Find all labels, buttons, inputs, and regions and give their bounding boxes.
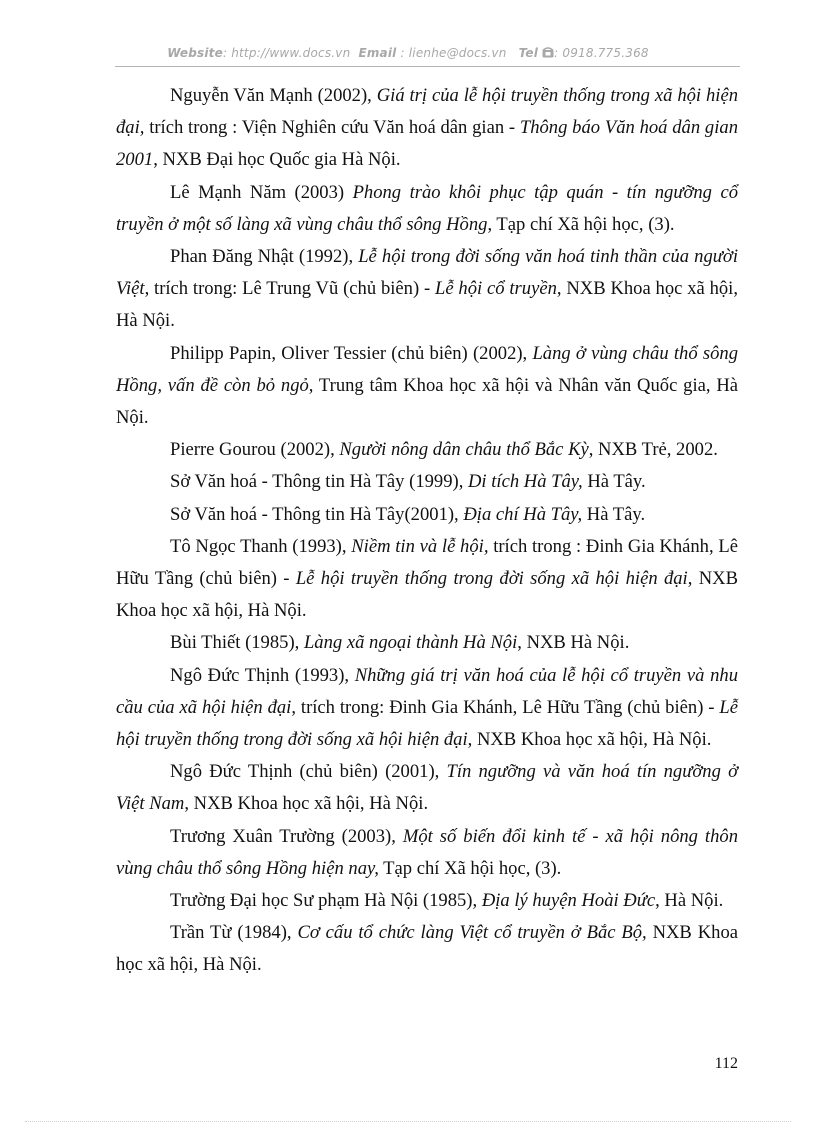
reference-text: trích trong : Đinh Gia Khánh, Lê Hữu Tầng (chủ biên) -: [116, 535, 738, 590]
page-header: [0, 46, 816, 61]
reference-entry: [116, 241, 738, 338]
reference-text: Trương Xuân Trường (2003),: [170, 825, 403, 847]
reference-text: , Hà Nội.: [655, 890, 724, 912]
reference-text: Tạp chí Xã hội học, (3).: [378, 857, 562, 879]
reference-title: Người nông dân châu thổ Bắc Kỳ: [339, 439, 589, 461]
reference-title: Địa lý huyện Hoài Đức: [481, 890, 656, 912]
reference-text: Trường Đại học Sư phạm Hà Nội (1985),: [170, 890, 482, 912]
tel-value: : 0918.775.368: [554, 46, 649, 60]
reference-text: Sở Văn hoá - Thông tin Hà Tây(2001),: [170, 503, 464, 525]
reference-title: Những giá trị văn hoá của lễ hội cổ truyền và nhu cầu của xã hội hiện đại: [116, 664, 738, 718]
reference-text: , NXB Khoa học xã hội, Hà Nội.: [116, 278, 738, 332]
reference-title: Một số biến đổi kinh tế - xã hội nông thôn vùng châu thổ sông Hồng hiện nay,: [116, 825, 738, 879]
email-label: Email: [358, 46, 397, 60]
reference-entry: [116, 338, 738, 435]
reference-text: , Tạp chí Xã hội học, (3).: [487, 213, 675, 235]
tel-label: Tel: [518, 46, 539, 60]
website-value[interactable]: : http://www.docs.vn: [222, 46, 351, 60]
reference-title: Thông báo Văn hoá dân gian 2001: [116, 117, 738, 171]
phone-icon: [542, 47, 554, 61]
header-divider: [115, 66, 740, 67]
reference-title: Địa chí Hà Tây,: [463, 503, 583, 525]
reference-text: Hà Tây.: [582, 471, 646, 493]
reference-text: , trích trong: Đinh Gia Khánh, Lê Hữu Tầng (chủ biên) -: [291, 696, 720, 718]
reference-entry: [116, 756, 738, 820]
reference-title: Lễ hội trong đời sống văn hoá tinh thần của người Việt: [116, 246, 738, 300]
reference-entry: [116, 627, 738, 659]
reference-text: Nguyễn Văn Mạnh (2002),: [170, 85, 377, 106]
reference-list: [116, 80, 738, 982]
reference-title: Phong trào khôi phục tập quán - tín ngưỡng cổ truyền ở một số làng xã vùng châu thổ sông Hồng: [116, 181, 738, 235]
reference-text: Ngô Đức Thịnh (1993),: [170, 664, 355, 686]
reference-title: Lễ hội truyền thống trong đời sống xã hội hiện đại: [116, 696, 738, 751]
reference-entry: [116, 885, 738, 917]
reference-title: Cơ cấu tổ chức làng Việt cổ truyền ở Bắc Bộ,: [297, 922, 647, 944]
reference-entry: [116, 821, 738, 885]
reference-entry: [116, 80, 738, 177]
reference-text: , NXB Trẻ, 2002.: [588, 439, 718, 461]
reference-text: , trích trong: Lê Trung Vũ (chủ biên) -: [144, 278, 435, 300]
reference-text: trích trong : Viện Nghiên cứu Văn hoá dân gian -: [144, 117, 520, 139]
reference-text: Sở Văn hoá - Thông tin Hà Tây (1999),: [170, 471, 468, 493]
page-bottom-divider: [25, 1121, 791, 1122]
reference-title: Làng ở vùng châu thổ sông Hồng, vấn đề còn bỏ ngỏ: [116, 342, 738, 396]
reference-text: Trần Từ (1984),: [170, 922, 298, 944]
reference-entry: [116, 660, 738, 757]
reference-text: Pierre Gourou (2002),: [170, 439, 340, 461]
reference-title: Niềm tin và lễ hội,: [351, 535, 489, 557]
reference-text: Hà Tây.: [582, 503, 646, 525]
reference-title: Di tích Hà Tây,: [468, 471, 583, 493]
reference-text: Philipp Papin, Oliver Tessier (chủ biên) (2002),: [170, 342, 533, 364]
reference-text: Bùi Thiết (1985),: [170, 632, 304, 654]
reference-text: , NXB Khoa học xã hội, Hà Nội.: [116, 568, 738, 622]
reference-entry: [116, 531, 738, 628]
reference-entry: [116, 466, 738, 498]
reference-title: Làng xã ngoại thành Hà Nội: [303, 632, 518, 654]
reference-entry: [116, 177, 738, 241]
reference-title: Tín ngưỡng và văn hoá tín ngưỡng ở Việt Nam: [116, 761, 739, 815]
page-number: 112: [714, 1055, 738, 1072]
reference-text: NXB Khoa học xã hội, Hà Nội.: [116, 922, 738, 976]
reference-text: Lê Mạnh Năm (2003): [170, 181, 353, 203]
reference-text: , NXB Hà Nội.: [517, 632, 630, 654]
reference-entry: [116, 917, 738, 981]
reference-text: Tô Ngọc Thanh (1993),: [170, 535, 352, 557]
reference-entry: [116, 499, 738, 531]
reference-text: , NXB Khoa học xã hội, Hà Nội.: [467, 729, 712, 751]
reference-text: , NXB Đại học Quốc gia Hà Nội.: [153, 149, 401, 171]
reference-text: , NXB Khoa học xã hội, Hà Nội.: [184, 793, 429, 815]
email-value[interactable]: : lienhe@docs.vn: [400, 46, 507, 60]
reference-text: Phan Đăng Nhật (1992),: [170, 246, 359, 268]
reference-title: Giá trị của lễ hội truyền thống trong xã hội hiện đại,: [116, 85, 738, 139]
reference-title: Lễ hội cổ truyền: [435, 278, 557, 300]
website-label: Website: [167, 46, 223, 60]
reference-title: Lễ hội truyền thống trong đời sống xã hội hiện đại: [295, 568, 688, 590]
reference-text: , Trung tâm Khoa học xã hội và Nhân văn Quốc gia, Hà Nội.: [116, 374, 739, 429]
reference-text: Ngô Đức Thịnh (chủ biên) (2001),: [170, 761, 447, 783]
reference-entry: [116, 434, 738, 466]
